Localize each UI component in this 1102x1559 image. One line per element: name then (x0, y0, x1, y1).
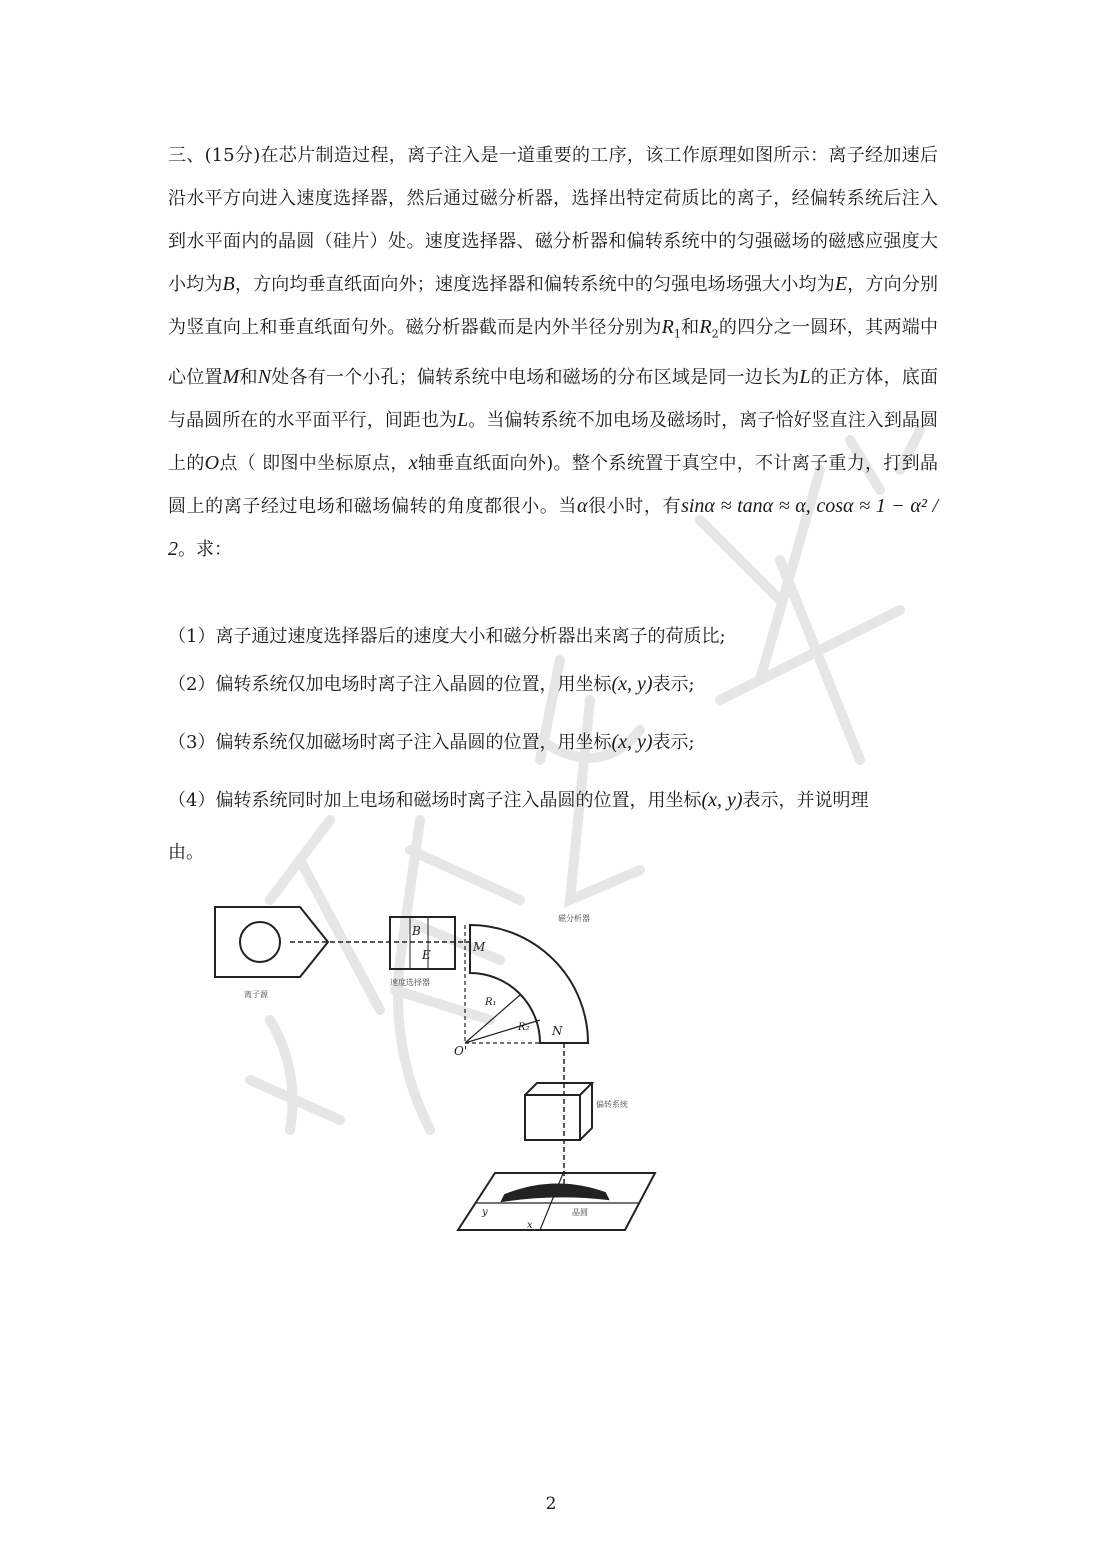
question-2 (168, 670, 938, 696)
selector-caption: 速度选择器 (390, 978, 430, 987)
selector-label-B: B (412, 924, 421, 938)
coordinate-symbol: (x, y) (611, 731, 653, 753)
symbol-R2: R (699, 316, 712, 338)
ion-source-core (240, 922, 280, 962)
question-text: 由。 (168, 842, 204, 863)
question-text: 表示; (652, 732, 695, 753)
coordinate-symbol: (x, y) (701, 789, 743, 811)
question-text: （1）离子通过速度选择器后的速度大小和磁分析器出来离子的荷质比; (168, 626, 726, 647)
intro-text: ，方向均垂直纸面向外；速度选择器和偏转系统中的匀强电场场强大小均为 (234, 274, 835, 295)
symbol-M: M (222, 365, 240, 388)
symbol-N: N (257, 365, 272, 388)
ion-source-caption: 离子源 (244, 990, 268, 999)
label-N: N (552, 1024, 563, 1038)
coordinate-symbol: (x, y) (611, 673, 653, 695)
intro-text: 很小时，有 (587, 495, 682, 517)
question-4 (168, 786, 938, 812)
deflector-caption: 偏转系统 (596, 1100, 628, 1109)
wafer-plane (458, 1173, 655, 1230)
intro-text: 在芯片制造过程，离子注入是一道重要的工序，该工作原理如图所示：离子经加速后沿水平方向进入速度选择器，然后通过磁分析器，选择出特定荷质比的离子，经偏转系统后注入到水平面内的晶圆（硅片）处。速度选择器、磁分析器和偏转系统中的匀强磁场的磁感应强度大小均为 (168, 145, 939, 295)
subscript: 1 (673, 327, 681, 341)
intro-text: 和 (680, 317, 700, 338)
question-1 (168, 622, 938, 648)
deflection-system (525, 1083, 592, 1140)
question-text: （3）偏转系统仅加磁场时离子注入晶圆的位置，用坐标 (168, 732, 612, 753)
symbol-B: B (222, 273, 235, 295)
label-R2: R₂ (518, 1022, 530, 1033)
question-text: 表示; (652, 674, 695, 695)
question-text: 表示，并说明理 (742, 790, 869, 811)
axis-x-label: x (527, 1220, 533, 1231)
label-M: M (473, 940, 486, 954)
intro-text: 。求： (178, 538, 232, 560)
symbol-E: E (834, 273, 848, 295)
question-4-continued (168, 838, 938, 864)
question-3 (168, 728, 938, 754)
intro-text: 轴垂直纸面向外)。整个系统置于真空中，不计离子重力，打到晶圆上的离子经过电场和磁场偏转的角度都很小。当 (168, 452, 938, 517)
question-text: （2）偏转系统仅加电场时离子注入晶圆的位置，用坐标 (168, 674, 612, 695)
intro-text: ，方向分别为竖直向上和垂直纸面句外。磁分析器截而是内外半径分别为 (168, 274, 939, 338)
intro-text: 点（ 即图中坐标原点， (219, 452, 409, 474)
ion-implanter-diagram (200, 895, 670, 1240)
wafer-caption: 晶圆 (572, 1208, 588, 1217)
intro-text: 。当偏转系统不加电场及磁场时，离子恰好竖直注入到晶圆上的 (168, 409, 938, 474)
label-O-prime: O' (454, 1044, 468, 1058)
question-text: （4）偏转系统同时加上电场和磁场时离子注入晶圆的位置，用坐标 (168, 790, 702, 811)
symbol-alpha: α (577, 494, 588, 517)
subscript: 2 (711, 327, 719, 341)
ion-source-housing (215, 907, 328, 977)
label-R1: R₁ (485, 997, 497, 1008)
symbol-R1: R (661, 316, 674, 338)
analyzer-caption: 磁分析器 (558, 914, 590, 923)
selector-label-E: E (422, 948, 431, 962)
intro-text: 的四分之一圆环，其两端中心位置 (168, 317, 939, 388)
page-number: 2 (545, 1494, 557, 1514)
problem-intro (168, 134, 938, 571)
small-angle-formula: sinα ≈ tanα ≈ α, cosα ≈ 1 − α² / 2 (168, 494, 939, 560)
intro-text: 和 (239, 366, 258, 388)
axis-y-label: y (482, 1207, 488, 1218)
symbol-L: L (457, 408, 469, 431)
intro-text: 处各有一个小孔；偏转系统中电场和磁场的分布区域是同一边长为 (271, 366, 800, 388)
symbol-x: x (408, 451, 418, 474)
symbol-O: O (204, 451, 220, 474)
intro-text: 的正方体，底面与晶圆所在的水平面平行，间距也为 (168, 366, 939, 431)
problem-heading: 三、(15分) (168, 145, 261, 166)
symbol-L: L (799, 365, 811, 388)
